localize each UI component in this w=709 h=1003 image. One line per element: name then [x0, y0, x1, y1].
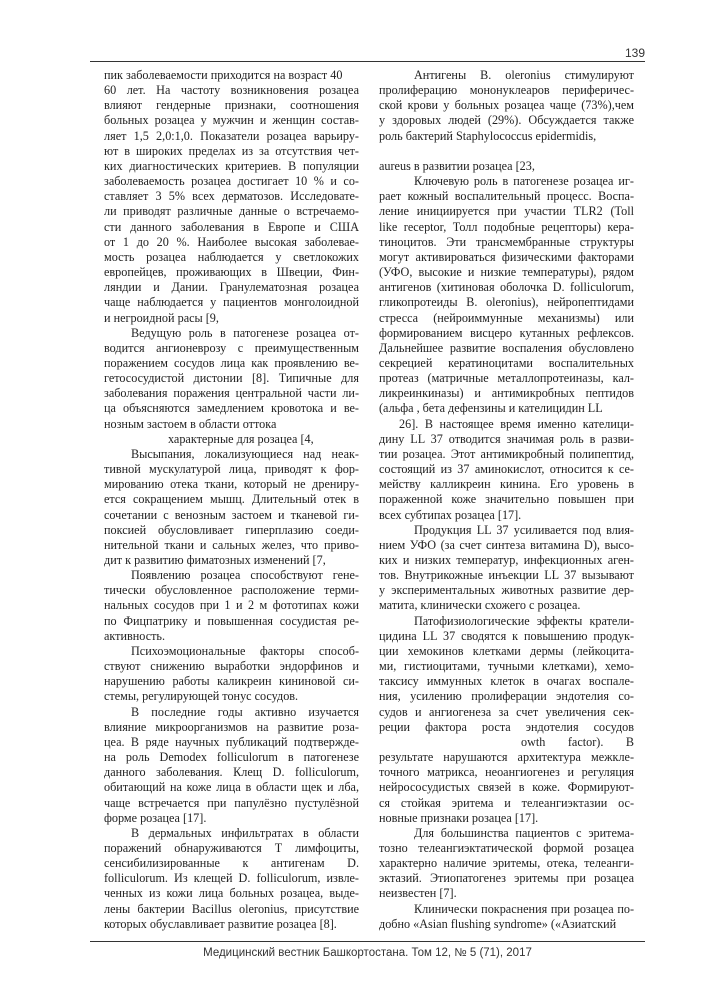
text-line: Ведущую роль в патогенезе розацеа от-: [131, 325, 359, 340]
page-number: 139: [624, 46, 645, 60]
text-line: сочетании с венозным застоем и тканевой ги-: [104, 507, 359, 522]
text-line: чаще встречается при папулёзно пустулёзной: [104, 795, 359, 810]
text-line: aureus в развитии розацеа [23,: [379, 158, 535, 173]
text-line: тозно телеангиэктатической формой розацеа: [379, 840, 634, 855]
text-line: всех субтипах розацеа [17].: [379, 507, 522, 522]
text-line: цеа. В ряде научных публикаций подтвержде-: [104, 734, 359, 749]
text-line: цидина LL 37 сводятся к повышению продук-: [379, 628, 634, 643]
text-line: Для большинства пациентов с эритема-: [414, 825, 634, 840]
journal-footer: Медицинский вестник Башкортостана. Том 12, № 5 (71), 2017: [203, 947, 532, 959]
text-line: ких и низких температур, инфекционных аген-: [379, 553, 634, 567]
right-text-column: [379, 68, 634, 932]
text-line: folliculorum. Из клещей D. folliculorum, извле-: [104, 871, 359, 886]
text-line: Клинически покраснения при розацеа по-: [414, 901, 634, 916]
text-line: заболеваемость розацеа достигает 10 % и со-: [104, 174, 359, 189]
text-line: дину LL 37 отводится значимая роль в разви-: [379, 431, 634, 446]
text-line: водится ангионеврозу с преимущественным: [104, 340, 359, 355]
text-line: гликопротеиды B. oleronius), нейропептидами: [379, 295, 634, 310]
text-line: Продукция LL 37 усиливается под влия-: [414, 522, 634, 537]
text-line: добно «Asian flushing syndrome» («Азиатский: [379, 916, 617, 931]
left-text-column: [104, 68, 359, 932]
text-line: антигенов (хитиновая оболочка D. folliculorum,: [379, 280, 634, 295]
text-line: влияют гендерные признаки, соотношения: [104, 98, 359, 113]
text-line: Антигены B. oleronius стимулируют: [414, 68, 634, 82]
text-line: ется сокращением мышц. Длительный отек в: [104, 492, 359, 507]
text-line: мость розацеа наблюдается у светлокожих: [104, 249, 359, 264]
text-line: реции фактора роста эндотелия сосудов: [379, 719, 634, 734]
text-line: Дальнейшее развитие воспаления обусловлено: [379, 340, 634, 355]
text-line: мированию отека ткани, который не дрениру-: [104, 477, 359, 492]
text-line: [379, 144, 634, 159]
text-line: ление инициируется при участии TLR2 (Toll: [379, 204, 634, 219]
text-line: у здоровых людей (29%). Обсуждается также: [379, 113, 634, 128]
text-line: стемы, регулирующей тонус сосудов.: [104, 689, 299, 704]
text-line: нальных сосудов при 1 и 2 м фототипах кожи: [104, 598, 359, 613]
text-line: неизвестен [7].: [379, 886, 457, 901]
text-line: на роль Demodex folliculorum в патогенезе: [104, 750, 359, 765]
text-line: от 1 до 20 %. Наиболее высокая заболевае-: [104, 234, 359, 249]
text-line: результате нарушаются архитектура межкле-: [379, 750, 634, 765]
text-line: тов. Внутрикожные инъекции LL 37 вызывают: [379, 568, 634, 583]
text-line: Высыпания, локализующиеся над неак-: [131, 446, 359, 461]
text-line: ния, усилению пролиферации эндотелия со-: [379, 689, 634, 704]
text-line: тически обусловленное расположение терми-: [104, 583, 359, 598]
text-line: матита, клинически схожего с розацеа.: [379, 598, 581, 613]
text-line: роль бактерий Staphylococcus epidermidis,: [379, 128, 597, 143]
text-line: лены бактерии Bacillus oleronius, присутствие: [104, 901, 359, 916]
text-line: В последние годы активно изучается: [131, 704, 359, 719]
text-line: пролиферацию мононуклеаров периферичес-: [379, 83, 634, 98]
text-line: сти данного заболевания в Европе и США: [104, 219, 359, 234]
text-line: пораженной коже значительно повышен при: [379, 492, 634, 507]
text-line: формированием висцеро кутанных рефлексов.: [379, 325, 634, 340]
text-line: нарушению работы каликреин кининовой си-: [104, 674, 359, 689]
text-line: ца объясняются замедлением кровотока и ве-: [104, 401, 359, 416]
text-line: состоящий из 37 аминокислот, относится к се-: [379, 462, 634, 477]
text-line: 60 лет. На частоту возникновения розацеа: [104, 83, 359, 98]
text-line: у экспериментальных животных развитие дер-: [379, 583, 634, 598]
text-line: Психоэмоциональные факторы способ-: [131, 643, 359, 658]
text-line: секрецией кератиноцитами воспалительных: [379, 355, 634, 370]
text-line: эктазий. Этиопатогенез эритемы при розацеа: [379, 871, 634, 886]
text-line: которых обуславливает развитие розацеа [8].: [104, 916, 337, 931]
text-line: пик заболеваемости приходится на возраст 40: [104, 68, 343, 82]
text-line: влияние микроорганизмов на развитие роза-: [104, 719, 359, 734]
text-line: ликреинкиназы) и антимикробных пептидов: [379, 386, 634, 401]
text-line: сенсибилизированные к антигенам D.: [104, 856, 359, 871]
text-line: активность.: [104, 628, 166, 643]
text-line: поражений обнаруживаются Т лимфоциты,: [104, 840, 359, 855]
text-line: ляндии и Дании. Гранулематозная розацеа: [104, 280, 359, 295]
text-line: нием УФО (за счет синтеза витамина D), высо-: [379, 537, 634, 552]
text-line: чаще наблюдается у пациентов монголоидной: [104, 295, 359, 310]
text-line: данного заболевания. Клещ D. folliculorum,: [104, 765, 359, 780]
header-divider: [90, 61, 645, 62]
text-line: характерно наличие эритемы, отека, телеанги-: [379, 856, 634, 871]
text-line: ской крови у больных розацеа чаще (73%),чем: [379, 98, 634, 113]
text-line: и негроидной расы [9,: [104, 310, 219, 325]
text-line: стресса (нейроиммунные механизмы) или: [379, 310, 634, 325]
text-line: по Фицпатрику и повышенная сосудистая ре-: [104, 613, 359, 628]
text-line: характерные для розацеа [4,: [168, 431, 314, 446]
text-line: дит к развитию фиматозных изменений [7,: [104, 553, 326, 567]
text-line: ции хемокинов клетками дермы (лейкоцита-: [379, 643, 634, 658]
text-line: больных розацеа у мужчин и женщин состав-: [104, 113, 359, 128]
text-line: нительной ткани и сальных желез, что приво-: [104, 537, 359, 552]
text-line: ся стойкая эритема и телеангиэктазии ос-: [379, 795, 634, 810]
text-line: ют в широких пределах из за отсутствия чет-: [104, 143, 359, 158]
text-line: форме розацеа [17].: [104, 810, 207, 825]
footer-divider: [90, 941, 645, 942]
text-line: ляет 1,5 2,0:1,0. Показатели розацеа варьиру-: [104, 128, 359, 143]
text-line: европейцев, проживающих в Швеции, Фин-: [104, 265, 359, 280]
text-line: мейству калликреин кинина. Его уровень в: [379, 477, 634, 492]
text-line: нейрососудистых связей в коже. Формируют-: [379, 780, 634, 795]
text-line: тии розацеа. Этот антимикробный полипептид,: [379, 446, 634, 461]
text-line: обитающий на коже лица в области щек и лба,: [104, 780, 359, 795]
text-line: ми, гистиоцитами, тучными клетками), хемо-: [379, 659, 634, 674]
text-line: ченных из кожи лица больных розацеа, выде-: [104, 886, 359, 901]
text-line: owth factor). В: [521, 734, 634, 749]
text-line: нозным застоем в области оттока: [104, 416, 277, 431]
text-line: протеаз (матричные металлопротеиназы, кал-: [379, 371, 634, 386]
text-line: судов и ангиогенеза за счет увеличения сек-: [379, 704, 634, 719]
text-line: ствуют снижению выработки эндорфинов и: [104, 659, 359, 674]
text-line: заболевания поражения центральной части ли-: [104, 386, 359, 401]
text-line: могут активироваться физическими факторами: [379, 249, 634, 264]
text-line: тивной мускулатурой лица, приводят к фор-: [104, 462, 359, 477]
text-line: тиноцитов. Эти трансмембранные структуры: [379, 234, 634, 249]
text-line: ставляет 3 5% всех дерматозов. Исследовате-: [104, 189, 359, 204]
text-line: (УФО, высокие и низкие температуры), рядом: [379, 265, 634, 280]
text-line: гетососудистой дистонии [8]. Типичные для: [104, 371, 359, 386]
text-line: новные признаки розацеа [17].: [379, 810, 539, 825]
text-line: В дермальных инфильтратах в области: [131, 825, 359, 840]
text-line: поксией обусловливает гиперплазию соеди-: [104, 522, 359, 537]
text-line: рает кожный воспалительный процесс. Воспа-: [379, 189, 634, 204]
text-line: таксису иммунных клеток в очагах воспале-: [379, 674, 634, 689]
text-line: поражением сосудов лица как проявлению ве-: [104, 355, 359, 370]
text-line: Появлению розацеа способствуют гене-: [131, 568, 359, 583]
text-line: (альфа , бета дефензины и кателицидин LL: [379, 401, 603, 416]
text-line: 26]. В настоящее время именно кателици-: [399, 416, 634, 431]
text-line: like receptor, Толл подобные рецепторы) кера-: [379, 219, 634, 234]
text-line: ких диагностических критериев. В популяции: [104, 158, 359, 173]
text-line: Патофизиологические эффекты кратели-: [414, 613, 634, 628]
text-line: ли приводят различные данные о встречаемо-: [104, 204, 359, 219]
text-line: точного матрикса, неоангиогенез и регуляция: [379, 765, 634, 780]
text-line: Ключевую роль в патогенезе розацеа иг-: [414, 174, 634, 189]
